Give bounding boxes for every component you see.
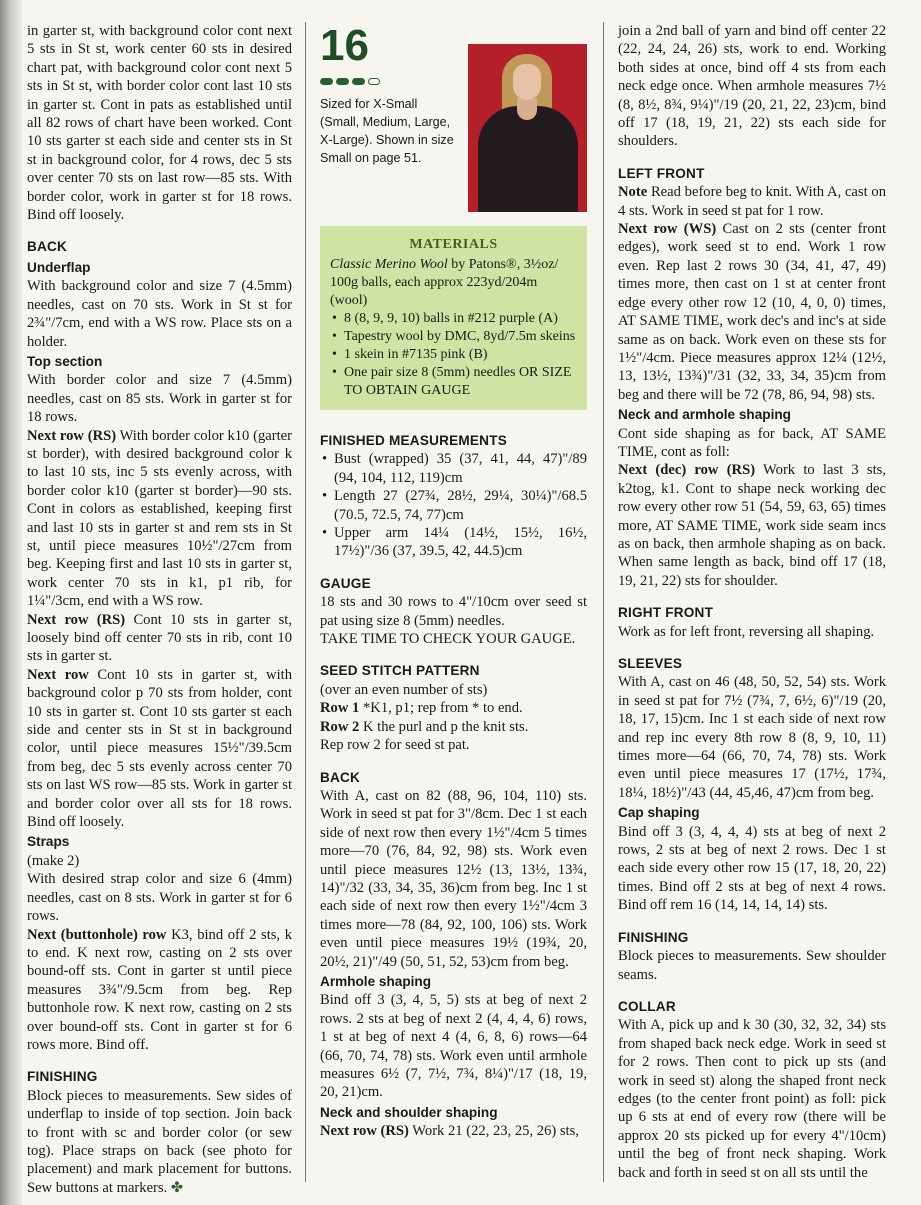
paragraph — [618, 220, 886, 404]
subheading-armhole-shaping: Armhole shaping — [320, 973, 432, 989]
paragraph: Bind off 3 (3, 4, 4, 4) sts at beg of next 2 rows, 2 sts at beg of next 2 rows. Dec 1 st each side every other row 15 (17, 18, 20, 22) times. Bind off 2 sts at beg of next 4 rows. Bind off rem 16 (14, 14, 14, 14) sts. — [618, 823, 886, 914]
paragraph: With A, cast on 82 (88, 96, 104, 110) sts. Work in seed st pat for 3"/8cm. Dec 1 st each side of next row then every 1½"/4cm 5 times more—70 (76, 84, 92, 98) sts. Work even until piece measures 12½ (13, 13½, 13¾, 14)"/32 (33, 34, 35, 36)cm from beg. Inc 1 st each side of next row then every 1½"/4cm 3 times more—78 (84, 92, 100, 106) sts. Work even until piece measures 19½ (19¾, 20, 20½, 21)"/49 (50, 51, 52, 53)cm from beg. — [320, 787, 587, 970]
paragraph — [618, 461, 886, 590]
column-divider — [603, 22, 604, 1182]
sized-for-note: Sized for X-Small (Small, Medium, Large, X-Large). Shown in size Small on page 51. — [320, 97, 454, 165]
row-label: Note — [618, 184, 648, 201]
paragraph — [27, 1087, 292, 1197]
paragraph: Block pieces to measurements. Sew shoulder seams. — [618, 948, 886, 983]
row-text: Cont 10 sts in garter st, with background color p 70 sts from holder, cont 10 sts in garter st. Cont 10 sts garter st each side and center sts in St st in background color, until piece measures 15½"/39.5cm from beg, dec 5 sts evenly across center 70 sts on last WS row—85 sts. Work in garter st and border color over all sts for 18 rows. Bind off loosely. — [27, 666, 292, 831]
skill-pip-icon — [352, 78, 365, 85]
skill-pip-icon — [320, 78, 333, 85]
paragraph — [320, 699, 587, 717]
paragraph — [27, 926, 292, 1055]
photo-sweater — [478, 106, 578, 212]
paragraph — [27, 666, 292, 832]
subheading-cap-shaping: Cap shaping — [618, 805, 700, 821]
paragraph: With background color and size 7 (4.5mm) needles, cast on 70 sts. Work in St st for 2¾"/7cm, end with a WS row. Place sts on a holder. — [27, 278, 292, 350]
materials-list — [330, 310, 577, 400]
yarn-detail: by Patons®, 3½oz/ 100g balls, each approx 223yd/204m (wool) — [330, 257, 559, 308]
paragraph: Rep row 2 for seed st pat. — [320, 737, 470, 754]
section-heading-finishing: FINISHING — [618, 929, 689, 945]
paragraph: With desired strap color and size 6 (4mm) needles, cast on 8 sts. Work in garter st for 6 rows. — [27, 871, 292, 925]
photo-neck — [517, 98, 537, 120]
pattern-header — [320, 21, 587, 214]
section-heading-sleeves: SLEEVES — [618, 656, 683, 671]
materials-intro — [330, 256, 577, 310]
paragraph: With A, cast on 46 (48, 50, 52, 54) sts. Work in seed st pat for 7½ (7¾, 7, 6½, 6)"/19 (20, 18, 17, 15)cm. Inc 1 st each side of next row and rep inc every 8th row 8 (8, 9, 10, 11) times more—64 (66, 70, 74, 78) sts. Work even until piece measures 17 (17½, 17¾, 18¼, 18½)"/43 (44, 45,46, 47)cm from beg. — [618, 674, 886, 801]
paragraph: in garter st, with background color cont next 5 sts in St st, work center 60 sts in desired chart pat, with background color cont next 5 sts in St st, with border color cont last 10 sts in garter st. Cont in pats as established until all 82 rows of chart have been worked. Cont 10 sts garter st each side and center sts in St st in background color, for 4 rows, dec 5 sts over center 70 sts on last row—85 sts. With border color, work in garter st for 18 rows. Bind off loosely. — [27, 23, 292, 224]
section-heading-gauge: GAUGE — [320, 575, 371, 591]
list-item: • Bust (wrapped) 35 (37, 41, 44, 47)"/89 (94, 104, 112, 119)cm — [320, 450, 587, 487]
subheading-straps: Straps — [27, 834, 70, 850]
paragraph — [320, 718, 587, 736]
section-heading-finishing: FINISHING — [27, 1069, 98, 1085]
paragraph — [27, 611, 292, 666]
list-item: • Length 27 (27¾, 28½, 29¼, 30¼)"/68.5 (70.5, 72.5, 74, 77)cm — [320, 487, 587, 524]
materials-title: MATERIALS — [409, 237, 498, 252]
list-item: • Tapestry wool by DMC, 8yd/7.5m skeins — [330, 328, 577, 346]
row-label: Row 1 — [320, 700, 360, 717]
row-label: Next row (WS) — [618, 221, 717, 238]
page-binding-shadow — [0, 0, 22, 1205]
skill-pip-empty-icon — [368, 78, 380, 85]
paragraph: (over an even number of sts) — [320, 681, 488, 698]
paragraph: Cont side shaping as for back, AT SAME TIME, cont as foll: — [618, 425, 886, 460]
paragraph — [320, 1122, 587, 1140]
row-label: Next row (RS) — [27, 611, 126, 628]
row-label: Next row (RS) — [320, 1123, 409, 1140]
row-text: K the purl and p the knit sts. — [359, 718, 529, 735]
row-label: Row 2 — [320, 718, 360, 735]
yarn-name: Classic Merino Wool — [330, 257, 448, 272]
row-label: Next (buttonhole) row — [27, 926, 167, 943]
list-item: • 8 (8, 9, 9, 10) balls in #212 purple (A) — [330, 310, 577, 328]
row-text: Read before beg to knit. With A, cast on 4 sts. Work in seed st pat for 1 row. — [618, 184, 886, 219]
paragraph: 18 sts and 30 rows to 4"/10cm over seed st pat using size 8 (5mm) needles. — [320, 594, 587, 629]
section-heading-back: BACK — [320, 769, 361, 785]
subheading-neck-shoulder: Neck and shoulder shaping — [320, 1104, 498, 1120]
row-label: Next row (RS) — [27, 427, 117, 444]
photo-face — [513, 64, 541, 100]
measurements-list — [320, 450, 587, 560]
materials-box — [320, 226, 587, 410]
column-divider — [305, 22, 306, 1182]
finishing-text: Block pieces to measurements. Sew sides of underflap to inside of top section. Join back to front with sc and border color (or sew tog). Place straps on back (see photo for placement) and mark placement for buttons. Sew buttons at markers. — [27, 1087, 292, 1196]
section-heading-right-front: RIGHT FRONT — [618, 605, 714, 621]
paragraph: Bind off 3 (3, 4, 5, 5) sts at beg of next 2 rows. 2 sts at beg of next 2 (4, 4, 4, 6) rows, 1 st at beg of next 4 (4, 6, 8, 6) rows—64 (66, 70, 74, 78) sts. Work even until armhole measures 6½ (7, 7½, 7¾, 8¼)"/17 (18, 19, 20, 21)cm. — [320, 992, 587, 1101]
paragraph — [27, 427, 292, 611]
end-mark-icon: ✤ — [170, 1179, 184, 1196]
subheading-neck-armhole: Neck and armhole shaping — [618, 407, 791, 423]
row-label: Next (dec) row (RS) — [618, 462, 756, 479]
row-text: Work 21 (22, 23, 25, 26) sts, — [408, 1123, 579, 1140]
row-text: K3, bind off 2 sts, k to end. K next row, casting on 2 sts over bound-off sts. Cont in garter st until piece measures 3¾"/9.5cm from beg. Rep buttonhole row. K next row, casting on 2 sts over bound-off sts. Cont in garter st for 6 rows more. Bind off. — [27, 926, 292, 1053]
paragraph — [618, 183, 886, 220]
subheading-underflap: Underflap — [27, 259, 91, 275]
model-photo — [468, 44, 587, 212]
subheading-top-section: Top section — [27, 353, 103, 369]
paragraph: join a 2nd ball of yarn and bind off center 22 (22, 24, 24, 26) sts, work to end. Working both sides at once, bind off 4 sts from each neck edge once. When armhole measures 7½ (8, 8½, 8¾, 9¼)"/19 (20, 21, 22, 23)cm, bind off 17 (18, 19, 21, 22) sts each side for shoulders. — [618, 23, 886, 150]
row-text: *K1, p1; rep from * to end. — [359, 700, 523, 717]
column-2 — [320, 22, 587, 1141]
column-1 — [27, 22, 292, 1197]
row-text: Cont 10 sts in garter st, loosely bind off center 70 sts in rib, cont 10 sts in garter st. — [27, 611, 292, 665]
section-heading-finished-measurements: FINISHED MEASUREMENTS — [320, 433, 507, 448]
list-item: • Upper arm 14¼ (14½, 15½, 16½, 17½)"/36 (37, 39.5, 42, 44.5)cm — [320, 524, 587, 561]
column-3 — [618, 22, 886, 1182]
list-item: • One pair size 8 (5mm) needles OR SIZE TO OBTAIN GAUGE — [330, 364, 577, 400]
row-label: Next row — [27, 666, 89, 683]
paragraph: (make 2) — [27, 852, 80, 869]
section-heading-back: BACK — [27, 239, 68, 255]
paragraph: Work as for left front, reversing all shaping. — [618, 623, 875, 640]
pattern-number: 16 — [320, 21, 369, 70]
row-text: Work to last 3 sts, k2tog, k1. Cont to shape neck working dec row every other row 51 (54, 59, 63, 65) times more, AT SAME TIME, work side seam incs as on back, then armhole shaping as on back. When same length as back, bind off 17 (18, 19, 21, 22) sts for shoulder. — [618, 462, 886, 589]
section-heading-left-front: LEFT FRONT — [618, 165, 705, 181]
section-heading-collar: COLLAR — [618, 998, 676, 1014]
paragraph: With border color and size 7 (4.5mm) needles, cast on 85 sts. Work in garter st for 18 rows. — [27, 372, 292, 426]
section-heading-seed-stitch: SEED STITCH PATTERN — [320, 663, 480, 679]
row-text: Cast on 2 sts (center front edges), work seed st to end. Work 1 row even. Rep last 2 rows 30 (34, 41, 47, 49) times more, then cast on 1 st at center front edge every other row 12 (10, 4, 0, 0) times, AT SAME TIME, work dec's and inc's at side same as on back. Work even on these sts for 1½"/4cm. Piece measures approx 12¼ (12½, 13, 13½, 13¾)"/31 (32, 33, 34, 35)cm from beg and there will be 72 (78, 86, 94, 98) sts. — [618, 221, 887, 403]
skill-pip-icon — [336, 78, 349, 85]
row-text: With border color k10 (garter st border), with desired background color k to last 10 sts, inc 5 sts evenly across, with border color k10 (garter st border)—90 sts. Cont in colors as established, keeping first and last 10 sts in garter st and rem sts in St st, until piece measures 10½"/27cm from beg. Keeping first and last 10 sts in garter st, work center 70 sts in k1, p1 rib, for 1¼"/3cm, end with a WS row. — [27, 427, 292, 610]
paragraph: With A, pick up and k 30 (30, 32, 32, 34) sts from shaped back neck edge. Work in seed st for 2 rows. Then cont to pick up sts (and work in seed st) along the shaped front neck edges (to the center front point) as foll: pick up 6 sts at end of every row (there will be approx 20 sts picked up for every 4"/10cm) until the beg of front neck shaping. Work back and forth in seed st on all sts until the — [618, 1017, 886, 1181]
list-item: • 1 skein in #7135 pink (B) — [330, 346, 577, 364]
paragraph: TAKE TIME TO CHECK YOUR GAUGE. — [320, 631, 576, 648]
